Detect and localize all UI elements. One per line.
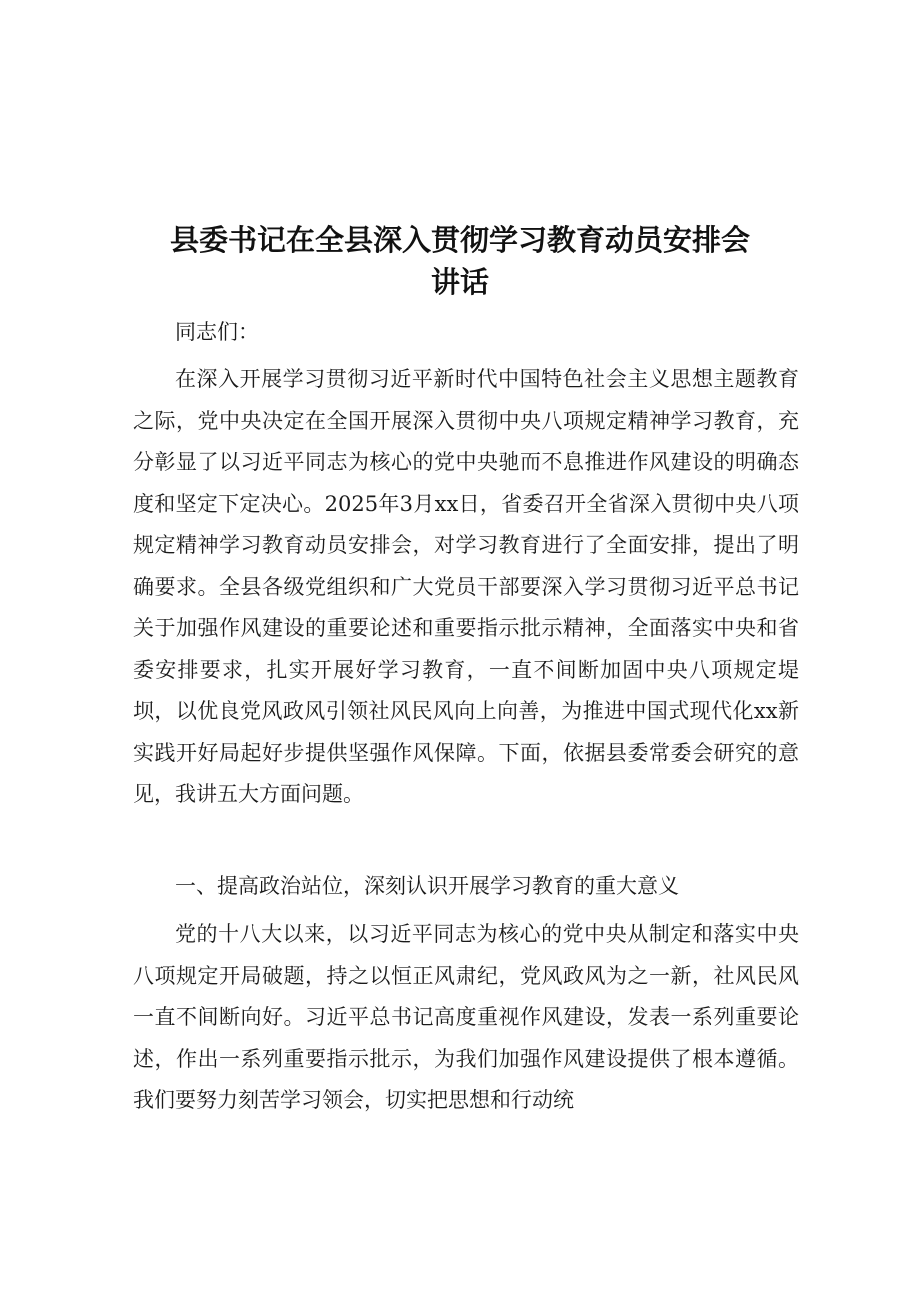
section-heading-1: 一、提高政治站位，深刻认识开展学习教育的重大意义 [175,874,679,898]
paragraph-2-block [133,914,799,1122]
title-line-1: 县委书记在全县深入贯彻学习教育动员安排会 [169,223,750,257]
salutation: 同志们： [175,320,259,344]
title-line-2: 讲话 [430,265,489,299]
paragraph-2: 党的十八大以来，以习近平同志为核心的党中央从制定和落实中央八项规定开局破题，持之以恒正风肃纪，党风政风为之一新，社风民风一直不间断向好。习近平总书记高度重视作风建设，发表一系列重要论述，作出一系列重要指示批示，为我们加强作风建设提供了根本遵循。我们要努力刻苦学习领会，切实把思想和行动统 [133,922,799,1112]
paragraph-1: 在深入开展学习贯彻习近平新时代中国特色社会主义思想主题教育之际，党中央决定在全国开展深入贯彻中央八项规定精神学习教育，充分彰显了以习近平同志为核心的党中央驰而不息推进作风建设的明确态度和坚定下定决心。2025年3月xx日，省委召开全省深入贯彻中央八项规定精神学习教育动员安排会，对学习教育进行了全面安排，提出了明确要求。全县各级党组织和广大党员干部要深入学习贯彻习近平总书记关于加强作风建设的重要论述和重要指示批示精神，全面落实中央和省委安排要求，扎实开展好学习教育，一直不间断加固中央八项规定堤坝，以优良党风政风引领社风民风向上向善，为推进中国式现代化xx新实践开好局起好步提供坚强作风保障。下面，依据县委常委会研究的意见，我讲五大方面问题。 [133,367,799,806]
document-title [120,219,800,303]
section-heading-1-block [133,866,799,908]
paragraph-1-block [133,359,799,816]
salutation-block [133,312,799,354]
